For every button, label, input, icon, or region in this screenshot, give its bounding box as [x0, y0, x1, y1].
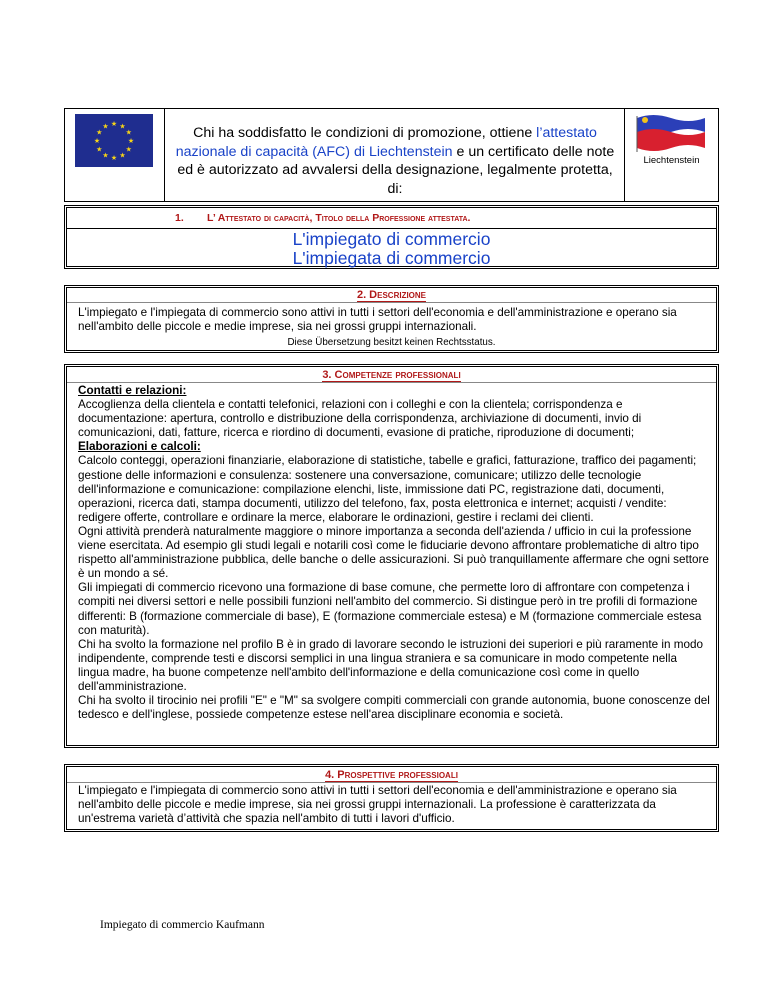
paragraph: Accoglienza della clientela e contatti telefonici, relazioni con i colleghi e con la clientela; corrispondenza e documentazione: apertura, controllo e distribuzione della corrispondenza, archiviazione di documenti, invio di comunicazioni, dati, fatture, ricerca e riordino di documenti, evasione di pratiche, riproduzione di documenti; — [78, 398, 642, 440]
paragraph: Gli impiegati di commercio ricevono una formazione di base comune, che permette loro di affrontare con competenza i compiti nei diversi settori e nelle possibili funzioni nell'ambito del commercio. Si distingue però in tre profili di formazione differenti: B (formazione commerciale di base), E (formazione commerciale estesa) e M (formazione commerciale estesa con maturità). — [78, 581, 702, 637]
eu-star-icon: ★ — [96, 129, 103, 137]
country-label: Liechtenstein — [643, 155, 700, 166]
section-2-heading: 2. Descrizione — [356, 289, 427, 301]
intro-part1: Chi ha soddisfatto le condizioni di promozione, ottiene — [193, 125, 537, 141]
subheading-contacts: Contatti e relazioni: — [78, 384, 187, 397]
eu-flag-cell — [65, 109, 165, 201]
eu-star-icon: ★ — [102, 123, 109, 131]
eu-star-icon: ★ — [125, 146, 132, 154]
eu-star-icon: ★ — [125, 129, 132, 137]
translation-note: Diese Übersetzung besitzt keinen Rechtsstatus. — [287, 337, 496, 348]
divider — [67, 302, 716, 303]
paragraph: Calcolo conteggi, operazioni finanziarie, elaborazione di statistiche, tabelle e grafici, fatturazione, traffico dei pagamenti; gestione delle informazioni e consulenza: sostenere una conversazione, comunicare; utilizzo delle tecnologie dell'informazione e comunicazione: compilazione elenchi, liste, immissione dati PC, registrazione dati, documenti, operazioni, ricerca dati, stampa documenti, utilizzo del telefono, fax, posta elettronica e internet; acquisti / vendite: redigere offerte, controllare e ordinare la merce, elaborare le ordinazioni, gestire i reclami dei clienti. — [78, 454, 697, 524]
profession-title-female: L'impiegata di commercio — [292, 248, 491, 268]
eu-star-icon: ★ — [119, 123, 126, 131]
section-4-heading: 4. Prospettive professioali — [325, 769, 458, 781]
eu-star-icon: ★ — [127, 138, 135, 145]
section-1 — [64, 205, 719, 269]
page-footer: Impiegato di commercio Kaufmann — [100, 919, 265, 931]
section-3-heading: 3. Competenze professionali — [322, 369, 461, 381]
section-3 — [64, 364, 719, 748]
section-2 — [64, 285, 719, 353]
section-1-header — [67, 208, 716, 229]
eu-flag-icon — [75, 114, 153, 167]
eu-star-icon: ★ — [93, 138, 101, 145]
intro-highlight: l’attestato nazionale di capacità (AFC) di Liechtenstein — [175, 125, 597, 160]
eu-star-icon: ★ — [102, 152, 109, 160]
section-2-body: L'impiegato e l'impiegata di commercio sono attivi in tutti i settori dell'economia e dell'amministrazione e operano sia nell'ambito delle piccole e medie imprese, sia nei grossi gruppi internazionali. — [78, 306, 677, 334]
profession-title-male: L'impiegato di commercio — [292, 229, 491, 249]
header-table — [64, 108, 719, 202]
paragraph: Chi ha svolto il tirocinio nei profili "E" e "M" sa svolgere compiti commerciali con grande autonomia, buone conoscenze del tedesco e dell'inglese, possiede competenze estese nell'area disciplinare economia e società. — [78, 694, 710, 722]
eu-star-icon: ★ — [96, 146, 103, 154]
section-1-title: L’ Attestato di capacità, Titolo della Professione attestata. — [207, 212, 471, 224]
subheading-calculations: Elaborazioni e calcoli: — [78, 440, 201, 454]
intro-part2: e un certificato delle note ed è autorizzato ad avvalersi della designazione, legalmente protetta, di: — [177, 143, 615, 197]
intro-text — [175, 124, 615, 198]
section-3-body — [78, 384, 710, 722]
profession-titles — [67, 230, 716, 268]
divider — [67, 382, 716, 383]
liechtenstein-cell — [625, 109, 718, 201]
section-4 — [64, 764, 719, 832]
intro-cell — [165, 109, 625, 201]
eu-star-icon: ★ — [119, 152, 126, 160]
section-4-body: L'impiegato e l'impiegata di commercio sono attivi in tutti i settori dell'economia e dell'amministrazione e operano sia nell'ambito delle piccole e medie imprese, sia nei grossi gruppi internazionali. La professione è caratterizzata da un'estrema varietà d’attività che spazia nell'ambito di tutti i lavori d'ufficio. — [78, 784, 677, 826]
eu-star-icon: ★ — [110, 121, 118, 128]
divider — [67, 782, 716, 783]
eu-star-icon: ★ — [110, 155, 118, 162]
paragraph: Ogni attività prenderà naturalmente maggiore o minore importanza a seconda dell'azienda / ufficio in cui la professione viene esercitata. Ad esempio gli studi legali e notarili così come le fiduciarie devono affrontare problematiche di altro tipo rispetto all'amministrazione pubblica, delle banche o delle assicurazioni. Si può tranquillamente affermare che ogni settore è un mondo a sé. — [78, 524, 709, 581]
paragraph: Chi ha svolto la formazione nel profilo B è in grado di lavorare secondo le istruzioni dei superiori e più raramente in modo indipendente, comprende testi e discorsi semplici in una lingua straniera e sa comunicare in modo competente nella lingua madre, ha buone competenze nell'ambito dell'informazione e della comunicazione così come in quello dell'amministrazione. — [78, 637, 703, 693]
section-1-number: 1. — [175, 212, 184, 224]
liechtenstein-flag-icon — [633, 112, 710, 154]
